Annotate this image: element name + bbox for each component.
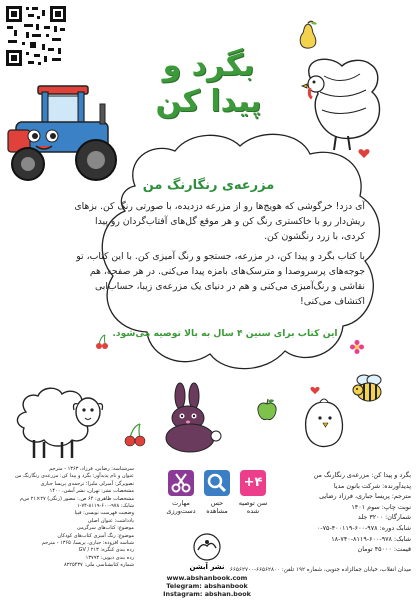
catalog-line: مشخصات نشر: تهران، نشر آبشن، ۱۴۰۰: [49, 488, 134, 495]
feature-badges: [166, 470, 266, 530]
chick-illustration: [298, 396, 350, 452]
pear-icon: [297, 20, 319, 50]
info-line: شابک: ۹۷۸-۶۰۰-۸۱۱۹-۷۴۰-۱۸: [331, 534, 411, 543]
info-line: شمارگان: ۳۲۰۰ جلد: [357, 513, 411, 522]
info-line: شابک دوره: ۹۷۸-۶۰۰-۴۰۰۱۱۹-۷۵-۰: [316, 523, 411, 532]
rabbit-illustration: [152, 382, 226, 456]
book-title-line2: پیدا کن: [155, 84, 262, 119]
info-line: بگرد و پیدا کن: مزرعه‌ی رنگارنگ من: [313, 471, 411, 479]
cataloguing-info: [6, 466, 134, 570]
catalog-line: شناسه افزوده: جباری، پریسا، ۱۳۶۵ - مترجم: [41, 540, 134, 547]
age-badge-label: سن توصیه شده: [238, 499, 268, 515]
book-subtitle: مزرعه‌ی رنگارنگ من: [142, 178, 275, 193]
heart-icon: [310, 386, 320, 395]
search-badge-label: حس مشاهده: [206, 499, 228, 515]
scissors-icon: [168, 470, 194, 496]
scissors-badge: [168, 470, 194, 496]
catalog-line: شابک: ۹۷۸-۶۰۰-۸۱۱۹-۷۴-۱: [76, 503, 134, 510]
website-link[interactable]: www.abshanbook.com: [166, 574, 248, 582]
description-paragraph-1: آی دزد! خرگوشی که هویج‌ها رو از مزرعه دزدیده، با صورتی رنگ کن. بزهای ریش‌دار رو با خاکستری رنگ کن و هر موقع گل‌های آفتاب‌گردان رو پیدا کردی، با زرد رنگشون کن.: [74, 201, 365, 242]
catalog-line: یادداشت: عنوان اصلی: [87, 517, 134, 524]
catalog-line: شماره کتابشناسی ملی: ۸۲۲۵۴۳۷: [63, 562, 134, 569]
cherry-icon: [95, 334, 109, 350]
catalog-line: رده بندی کنگره: ۲۱۳ / GV: [78, 547, 134, 554]
cherry-icon: [124, 422, 146, 448]
info-line: مترجم: پریسا جباری، فرزاد رضایی: [319, 492, 411, 501]
info-line: قیمت: ۴۵۰۰۰ تومان: [357, 545, 411, 554]
search-badge: [204, 470, 230, 496]
info-line: نوبت چاپ: سوم ۱۴۰۱: [351, 502, 411, 511]
catalog-line: موضوع: رنگ آمیزی کتاب‌های کودکان: [57, 532, 134, 539]
catalog-line: سرشناسه: رضایی، فرزاد، ۱۳۶۳ - مترجم: [49, 466, 134, 472]
sheep-illustration: [6, 382, 108, 462]
publisher-logo: [192, 532, 222, 562]
apple-icon: [256, 398, 278, 422]
info-line: پدیدآورنده: شرکت بانون مدیا: [333, 481, 411, 490]
footer-section: [0, 462, 417, 600]
catalog-line: موضوع: کتاب‌های سرگرمی: [76, 525, 134, 532]
instagram-link[interactable]: Instagram: abshan.book: [163, 590, 251, 598]
scissors-badge-label: مهارت دست‌ورزی: [166, 499, 196, 515]
book-title-line1: بگرد و: [162, 48, 255, 83]
heart-icon: [358, 148, 370, 159]
catalog-line: مشخصات ظاهری: ۶۴ ص.: مصور (رنگی) ۲۷×۲۱ س‌م: [19, 495, 134, 502]
description-paragraph-2: با کتاب بگرد و پیدا کن، در مزرعه، جستجو و رنگ آمیزی کن. با این کتاب، تو جوجه‌های پرسروصدا و مترسک‌های بامزه پیدا می‌کنی. در هر صفحه، هم نقاشی و رنگ‌آمیزی می‌کنی و هم در دنیای یک مزرعه‌ی زیبا، حساب‌ابی اکتشاف می‌کنی!: [76, 251, 365, 307]
bee-illustration: [350, 372, 388, 406]
info-line: میدان انقلاب، خیابان جمالزاده جنوبی، شماره ۱۹۲ تلفن: ۶۶۵۶۲۸۰۰-۶۶۵۶۲۷۰۰: [229, 566, 411, 573]
publisher-name: نشر آبشن: [189, 563, 225, 571]
age-recommendation: این کتاب برای سنین ۴ سال به بالا توصیه می‌شود.: [112, 328, 338, 339]
flower-icon: [350, 340, 364, 354]
age-badge: +۴: [240, 470, 266, 496]
catalog-line: وضعیت فهرست نویسی: فیپا: [74, 510, 134, 517]
telegram-link[interactable]: Telegram: abshanbook: [166, 582, 248, 590]
catalog-line: عنوان و نام پدیدآور: بگرد و پیدا کن: مزرعه‌ی رنگارنگ من: [14, 473, 134, 480]
magnifier-icon: [204, 470, 230, 496]
catalog-line: رده بندی دیویی: ۱۳۷۹۳: [85, 554, 134, 561]
catalog-line: تصویرگر: آمبرلی ملیزا؛ ترجمه‌ی پریسا جباری: [40, 480, 134, 487]
